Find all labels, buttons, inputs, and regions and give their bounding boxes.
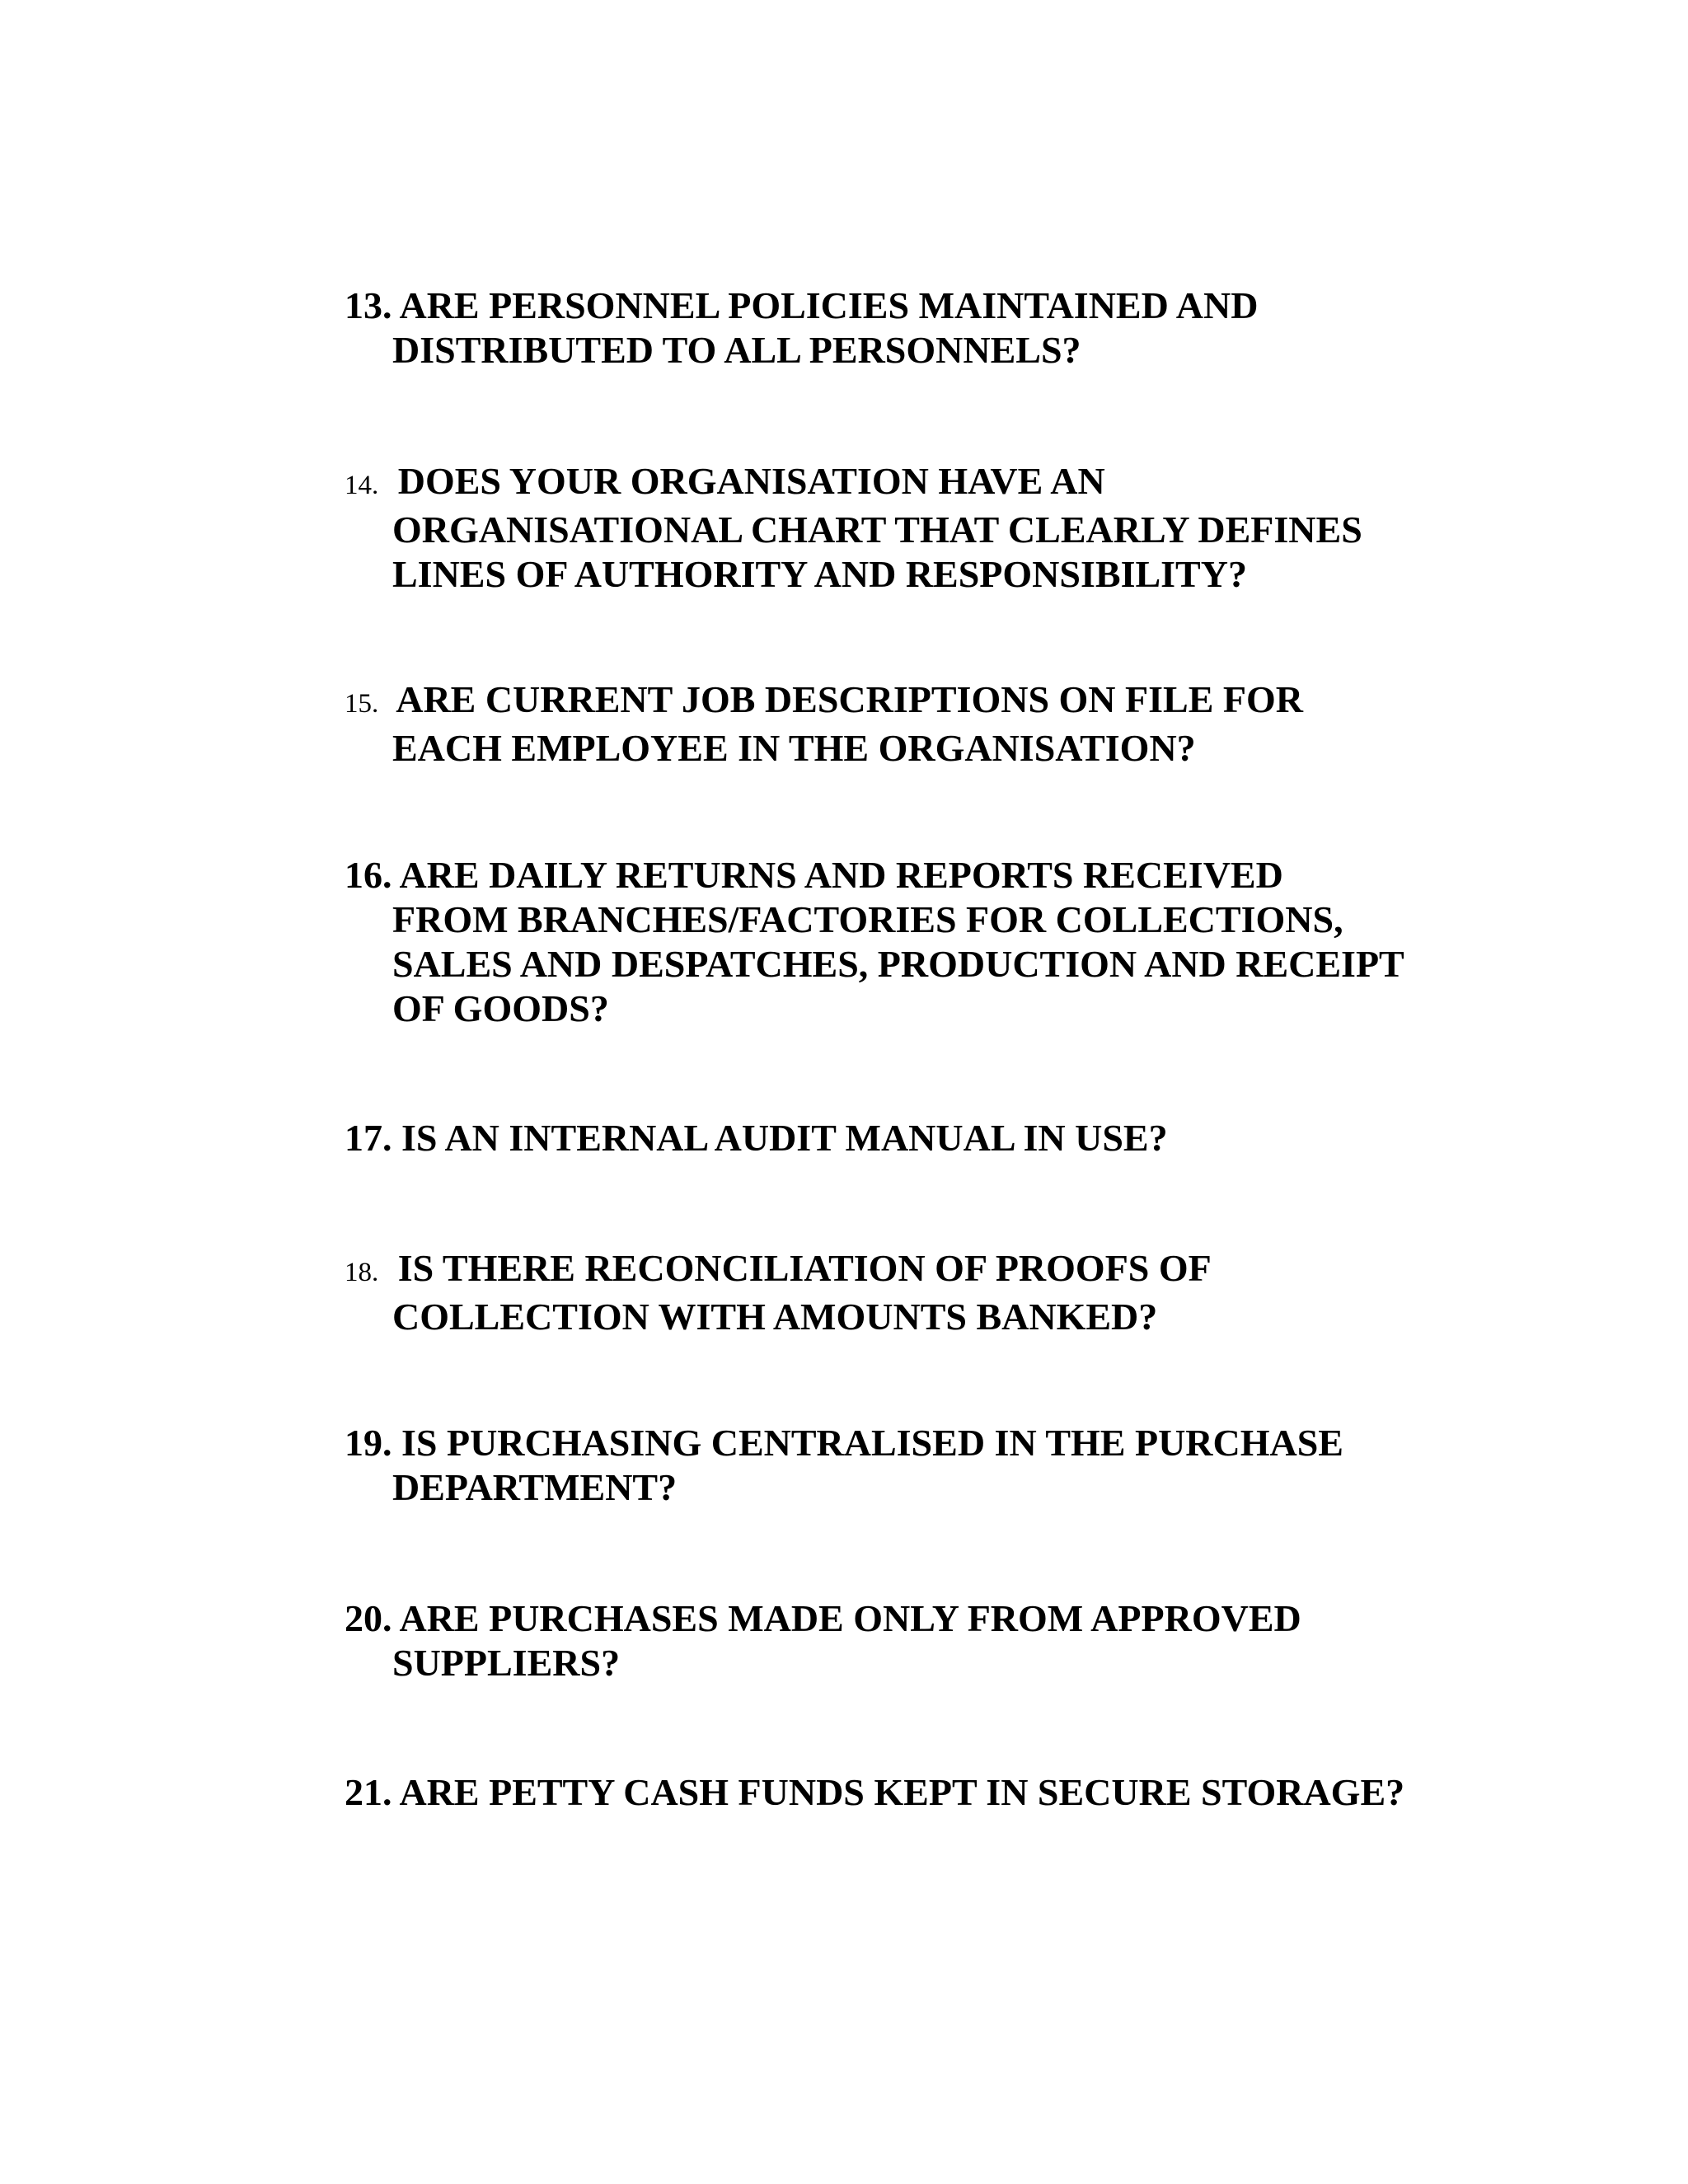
question-number: 15. — [345, 689, 379, 719]
question-15 — [345, 677, 1441, 771]
question-text: OF GOODS? — [392, 987, 609, 1029]
question-number: 20. — [345, 1597, 392, 1639]
question-line — [345, 1421, 1441, 1465]
question-text: ORGANISATIONAL CHART THAT CLEARLY DEFINES — [392, 509, 1362, 551]
question-text: ARE CURRENT JOB DESCRIPTIONS ON FILE FOR — [396, 678, 1303, 720]
question-text: DISTRIBUTED TO ALL PERSONNELS? — [392, 329, 1081, 371]
question-16 — [345, 853, 1441, 1031]
question-text: ARE PURCHASES MADE ONLY FROM APPROVED — [399, 1597, 1301, 1639]
question-number: 17. — [345, 1117, 392, 1159]
question-line — [345, 853, 1441, 898]
question-number: 19. — [345, 1422, 392, 1464]
question-text: DOES YOUR ORGANISATION HAVE AN — [397, 460, 1105, 502]
question-19 — [345, 1421, 1441, 1510]
question-text: FROM BRANCHES/FACTORIES FOR COLLECTIONS, — [392, 898, 1343, 940]
question-text: EACH EMPLOYEE IN THE ORGANISATION? — [392, 727, 1196, 769]
question-number: 18. — [345, 1258, 379, 1287]
question-text: ARE DAILY RETURNS AND REPORTS RECEIVED — [399, 854, 1283, 896]
question-line — [345, 459, 1441, 508]
question-text: LINES OF AUTHORITY AND RESPONSIBILITY? — [392, 553, 1247, 595]
question-text: ARE PETTY CASH FUNDS KEPT IN SECURE STORAGE? — [399, 1771, 1405, 1813]
question-number: 16. — [345, 854, 392, 896]
question-text: ARE PERSONNEL POLICIES MAINTAINED AND — [399, 284, 1259, 326]
question-21 — [345, 1770, 1441, 1815]
question-text: IS THERE RECONCILIATION OF PROOFS OF — [397, 1247, 1212, 1289]
question-text: IS AN INTERNAL AUDIT MANUAL IN USE? — [401, 1117, 1168, 1159]
question-text: IS PURCHASING CENTRALISED IN THE PURCHASE — [401, 1422, 1343, 1464]
question-17 — [345, 1116, 1441, 1160]
question-line — [345, 1770, 1441, 1815]
question-text: SALES AND DESPATCHES, PRODUCTION AND RECEIPT — [392, 943, 1404, 985]
question-18 — [345, 1246, 1441, 1339]
question-line — [345, 1246, 1441, 1295]
question-14 — [345, 459, 1441, 597]
question-text: COLLECTION WITH AMOUNTS BANKED? — [392, 1296, 1158, 1338]
question-line — [345, 1596, 1441, 1641]
question-number: 21. — [345, 1771, 392, 1813]
question-13 — [345, 284, 1441, 373]
question-number: 14. — [345, 471, 379, 500]
question-text: SUPPLIERS? — [392, 1642, 621, 1684]
question-text: DEPARTMENT? — [392, 1466, 678, 1508]
question-line — [345, 284, 1441, 328]
question-number: 13. — [345, 284, 392, 326]
question-line — [345, 1116, 1441, 1160]
question-20 — [345, 1596, 1441, 1685]
question-line — [345, 677, 1441, 726]
